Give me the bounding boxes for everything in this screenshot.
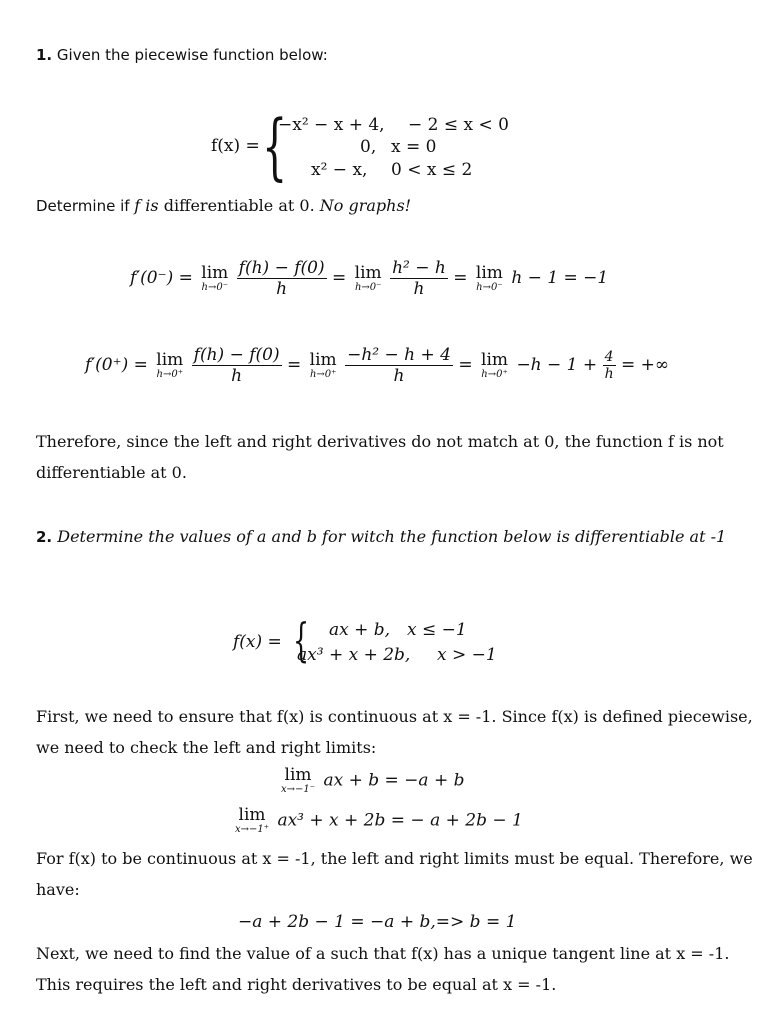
q2-para2-line2: have: bbox=[36, 880, 80, 899]
q1-case-1-cond: − 2 ≤ x < 0 bbox=[408, 115, 509, 135]
q1-fx-label: f(x) = bbox=[211, 136, 260, 156]
q1-case-3-cond: 0 < x ≤ 2 bbox=[391, 160, 473, 180]
q1-prompt: Given the piecewise function below: bbox=[56, 46, 328, 64]
q2-para3-line1: Next, we need to find the value of a such that f(x) has a unique tangent line at x = -1. bbox=[36, 944, 730, 963]
q2-heading bbox=[36, 527, 726, 546]
q1-case-3: x² − x, bbox=[311, 160, 368, 180]
q2-fx-label: f(x) = bbox=[233, 632, 282, 652]
q2-case-2: ax³ + x + 2b, bbox=[297, 645, 411, 665]
q1-conclusion-line2: differentiable at 0. bbox=[36, 463, 187, 482]
q2-number: 2. bbox=[36, 528, 53, 546]
q2-limit-left: lim x→−1⁻ ax + b = −a + b bbox=[281, 765, 465, 795]
q1-case-2: 0, bbox=[360, 137, 377, 157]
q1-number: 1. bbox=[36, 46, 53, 64]
q2-para1-line2: we need to check the left and right limits: bbox=[36, 738, 377, 757]
q2-case-1-cond: x ≤ −1 bbox=[407, 620, 467, 640]
q1-brace: { bbox=[262, 104, 288, 188]
q2-equation: −a + 2b − 1 = −a + b,=> b = 1 bbox=[238, 912, 517, 932]
q1-case-2-cond: x = 0 bbox=[391, 137, 437, 157]
q2-para3-line2: This requires the left and right derivatives to be equal at x = -1. bbox=[36, 975, 557, 994]
q2-para1-line1: First, we need to ensure that f(x) is continuous at x = -1. Since f(x) is defined piecewise, bbox=[36, 707, 753, 726]
q1-case-1: −x² − x + 4, bbox=[278, 115, 385, 135]
q1-heading bbox=[36, 46, 328, 64]
q2-prompt: Determine the values of a and b for witch the function below is differentiable at -1 bbox=[57, 527, 727, 546]
q2-case-2-cond: x > −1 bbox=[437, 645, 497, 665]
q2-para2-line1: For f(x) to be continuous at x = -1, the left and right limits must be equal. Therefore, we bbox=[36, 849, 753, 868]
q2-brace: { bbox=[293, 613, 310, 667]
q1-determine: Determine if f is differentiable at 0. No graphs! bbox=[36, 196, 412, 215]
q1-right-derivative: f′(0⁺) = lim h→0⁺ $\frac{f(h) - f(0)}{h}$ = lim h→0⁺ $\frac{\text{−h² − h + 4}}{h}$ = lim h→0⁺ −h − 1 + $\frac{4}{h}$ = +∞ bbox=[85, 345, 670, 386]
q2-limit-right: lim x→−1⁺ ax³ + x + 2b = − a + 2b − 1 bbox=[235, 805, 523, 835]
q2-case-1: ax + b, bbox=[329, 620, 391, 640]
q1-left-derivative: f′(0⁻) = lim h→0⁻ $\frac{f(h) - f(0)}{h}$ = lim h→0⁻ $\frac{\text{h² − h}}{h}$ = lim h→0⁻ h − 1 = −1 bbox=[130, 258, 609, 299]
q1-conclusion-line1: Therefore, since the left and right derivatives do not match at 0, the function f is not bbox=[36, 432, 724, 451]
